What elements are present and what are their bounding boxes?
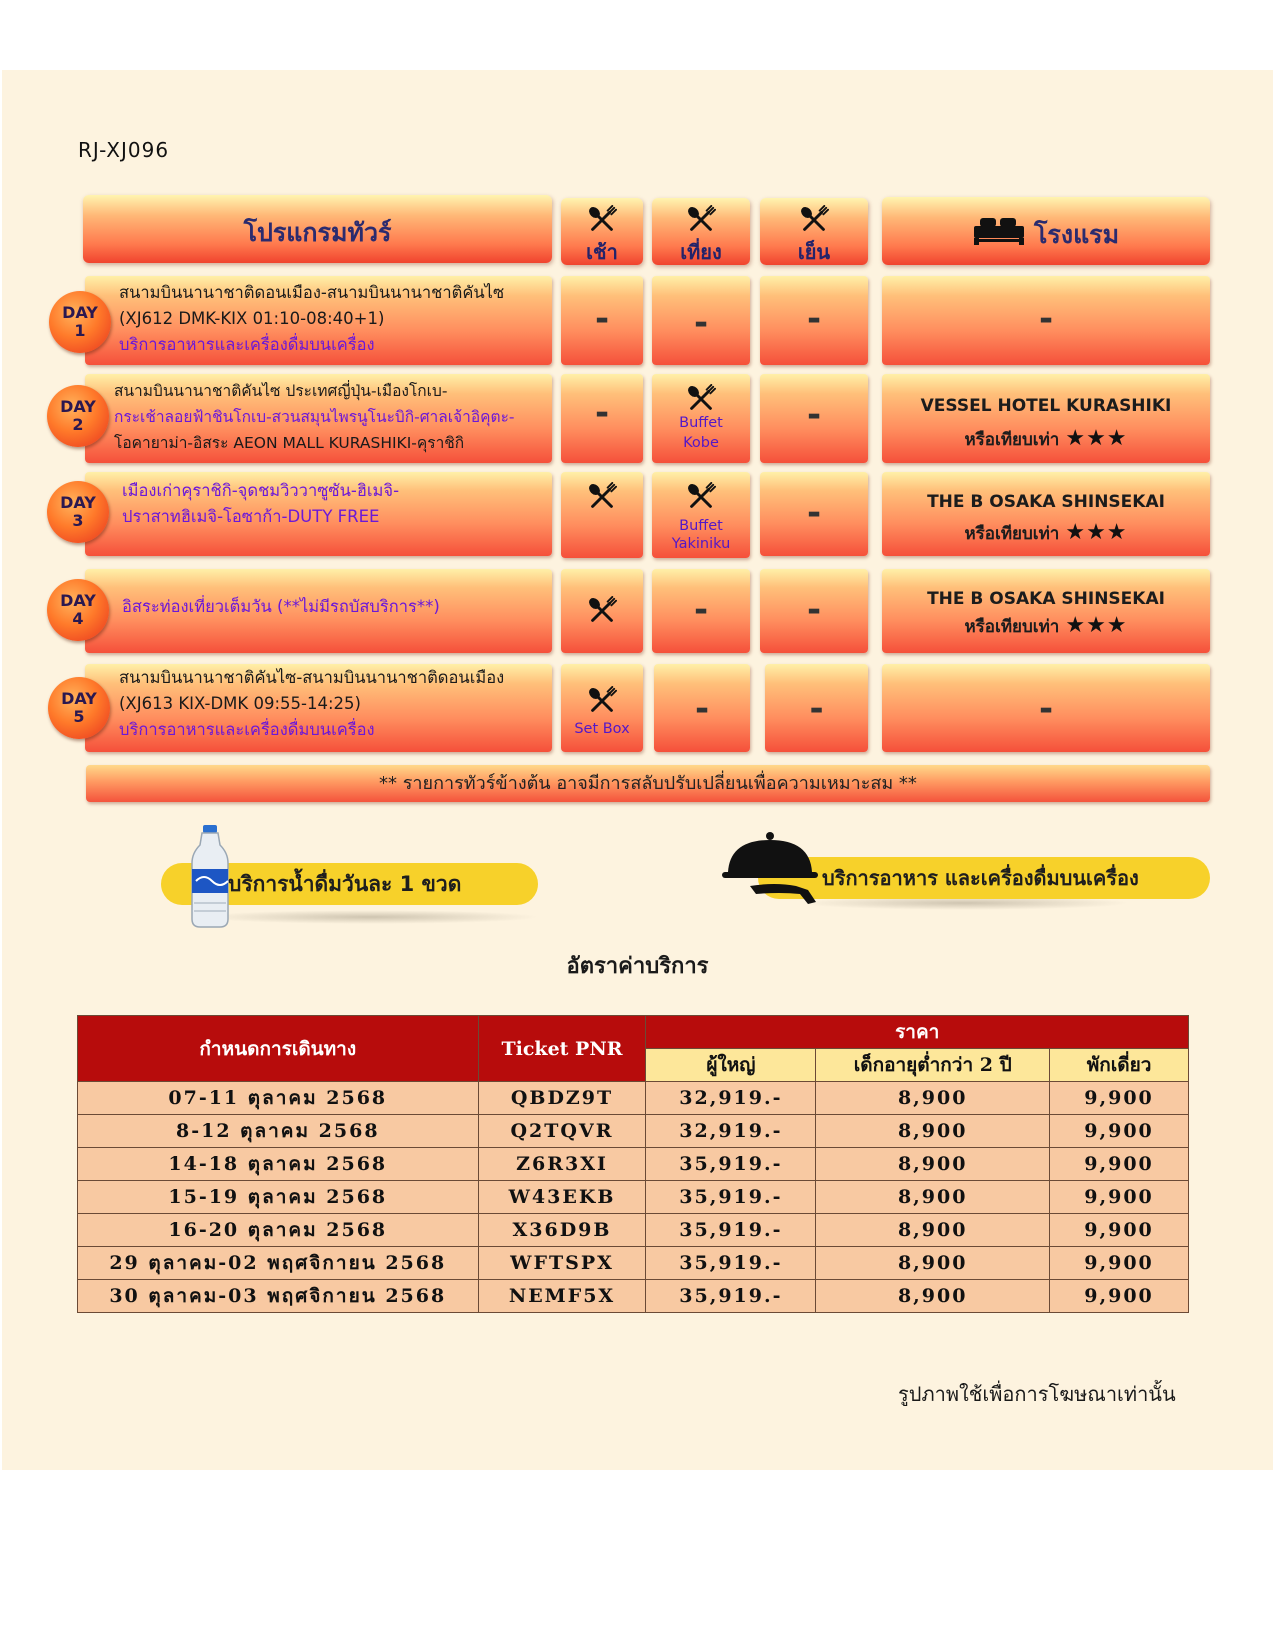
day1-lunch [652, 276, 750, 365]
row-dates: 07-11 ตุลาคม 2568 [78, 1082, 479, 1115]
utensils-icon [799, 205, 829, 235]
row-adult: 32,919.- [646, 1082, 816, 1115]
dash: - [806, 493, 822, 533]
row-single: 9,900 [1050, 1082, 1189, 1115]
table-row [78, 1115, 1189, 1148]
utensils-icon [587, 482, 617, 512]
day-number: 5 [73, 707, 85, 726]
table-row [78, 1181, 1189, 1214]
day-number: 4 [72, 609, 84, 628]
dash: - [809, 689, 824, 729]
row-adult: 35,919.- [646, 1280, 816, 1313]
banner-shadow [200, 910, 540, 924]
day4-breakfast [561, 569, 643, 653]
day2-line3: โอคายาม่า-อิสระ AEON MALL KURASHIKI-คุราชิกิ [114, 434, 465, 452]
row-pnr: NEMF5X [478, 1280, 646, 1313]
day5-program [85, 664, 552, 752]
row-adult: 35,919.- [646, 1247, 816, 1280]
rates-title: อัตราค่าบริการ [566, 954, 709, 979]
row-dates: 16-20 ตุลาคม 2568 [78, 1214, 479, 1247]
day2-line2: กระเช้าลอยฟ้าชินโกเบ-สวนสมุนไพรนูโนะบิกิ-ศาลเจ้าอิคุตะ- [114, 408, 515, 426]
day5-line1: สนามบินนานาชาติคันไซ-สนามบินนานาชาติดอนเมือง [119, 668, 505, 687]
dash: - [1038, 299, 1054, 339]
row-child: 8,900 [816, 1280, 1050, 1313]
day-label: DAY [60, 591, 96, 610]
header-breakfast-label: เช้า [586, 240, 618, 264]
equivalent-label: หรือเทียบเท่า [964, 430, 1060, 450]
day3-line2: ปราสาทฮิเมจิ-โอซาก้า-DUTY FREE [122, 507, 380, 526]
col-single-header: พักเดี่ยว [1050, 1049, 1189, 1082]
day2-lunch-l1: Buffet [679, 415, 723, 431]
day1-program [85, 276, 552, 365]
day4-program [85, 569, 552, 653]
row-dates: 15-19 ตุลาคม 2568 [78, 1181, 479, 1214]
row-dates: 29 ตุลาคม-02 พฤศจิกายน 2568 [78, 1247, 479, 1280]
day5-badge [48, 677, 110, 739]
food-banner-label: บริการอาหาร และเครื่องดื่มบนเครื่อง [822, 866, 1139, 890]
header-hotel-label: โรงแรม [1034, 220, 1120, 249]
day3-dinner [760, 472, 868, 556]
day-label: DAY [60, 493, 96, 512]
water-bottle-icon [184, 823, 236, 929]
utensils-icon [587, 686, 617, 716]
col-dates-header: กำหนดการเดินทาง [78, 1016, 479, 1082]
day2-lunch-l2: Kobe [683, 435, 719, 451]
day3-program [85, 472, 552, 556]
day5-hotel [882, 664, 1210, 752]
day4-dinner [760, 569, 868, 653]
utensils-icon [686, 482, 716, 512]
day1-line1: สนามบินนานาชาติดอนเมือง-สนามบินนานาชาติคันไซ [119, 283, 505, 302]
table-row [78, 1148, 1189, 1181]
row-pnr: WFTSPX [478, 1247, 646, 1280]
day2-hotel [882, 374, 1210, 463]
row-single: 9,900 [1050, 1247, 1189, 1280]
header-breakfast [561, 198, 643, 265]
row-child: 8,900 [816, 1148, 1050, 1181]
utensils-icon [686, 205, 716, 235]
dash: - [806, 299, 822, 339]
header-hotel [882, 197, 1210, 265]
row-single: 9,900 [1050, 1181, 1189, 1214]
day3-hotel-name: THE B OSAKA SHINSEKAI [927, 492, 1165, 512]
header-dinner-label: เย็น [797, 240, 831, 264]
day4-lunch [652, 569, 750, 653]
day2-badge [47, 385, 109, 447]
day4-hotel-sub [882, 613, 1210, 640]
row-pnr: X36D9B [478, 1214, 646, 1247]
header-program [83, 195, 552, 263]
row-adult: 32,919.- [646, 1115, 816, 1148]
row-adult: 35,919.- [646, 1148, 816, 1181]
row-pnr: QBDZ9T [478, 1082, 646, 1115]
dash: - [1038, 689, 1054, 729]
day5-line2: (XJ613 KIX-DMK 09:55-14:25) [119, 694, 361, 713]
day3-lunch-l2: Yakiniku [671, 536, 731, 552]
row-single: 9,900 [1050, 1280, 1189, 1313]
row-pnr: Z6R3XI [478, 1148, 646, 1181]
day1-line3: บริการอาหารและเครื่องดื่มบนเครื่อง [119, 335, 375, 354]
day-label: DAY [61, 689, 97, 708]
day2-line1: สนามบินนานาชาติคันไซ ประเทศญี่ปุ่น-เมืองโกเบ- [114, 382, 448, 400]
day5-breakfast [561, 664, 643, 752]
row-single: 9,900 [1050, 1214, 1189, 1247]
row-child: 8,900 [816, 1247, 1050, 1280]
day3-hotel-sub [882, 520, 1210, 547]
utensils-icon [686, 384, 716, 414]
water-banner-label: บริการน้ำดื่มวันละ 1 ขวด [228, 872, 462, 896]
dash: - [594, 299, 610, 339]
day4-badge [47, 579, 109, 641]
table-row [78, 1082, 1189, 1115]
bed-icon [972, 212, 1026, 248]
row-pnr: W43EKB [478, 1181, 646, 1214]
dash: - [594, 393, 610, 433]
day1-line2: (XJ612 DMK-KIX 01:10-08:40+1) [119, 309, 385, 328]
row-pnr: Q2TQVR [478, 1115, 646, 1148]
day3-badge [47, 481, 109, 543]
rates-table [77, 1015, 1189, 1313]
itinerary-note: ** รายการทัวร์ข้างต้น อาจมีการสลับปรับเปลี่ยนเพื่อความเหมาะสม ** [86, 765, 1210, 802]
day1-breakfast [561, 276, 643, 365]
row-child: 8,900 [816, 1181, 1050, 1214]
col-adult-header: ผู้ใหญ่ [646, 1049, 816, 1082]
food-cloche-icon [720, 828, 830, 908]
day-label: DAY [60, 397, 96, 416]
day3-breakfast [561, 472, 643, 558]
day3-lunch [652, 472, 750, 558]
dash: - [693, 303, 709, 343]
day2-dinner [760, 374, 868, 463]
day2-hotel-name: VESSEL HOTEL KURASHIKI [920, 396, 1172, 416]
day2-lunch [652, 374, 750, 463]
star-rating: ★★★ [1065, 520, 1128, 545]
day4-hotel-name: THE B OSAKA SHINSEKAI [927, 589, 1165, 609]
row-single: 9,900 [1050, 1115, 1189, 1148]
header-program-label: โปรแกรมทัวร์ [243, 218, 392, 247]
day1-hotel [882, 276, 1210, 365]
day5-line3: บริการอาหารและเครื่องดื่มบนเครื่อง [119, 720, 375, 739]
dash: - [693, 590, 709, 630]
utensils-icon [587, 205, 617, 235]
row-dates: 30 ตุลาคม-03 พฤศจิกายน 2568 [78, 1280, 479, 1313]
dash: - [694, 689, 710, 729]
day5-breakfast-label: Set Box [574, 721, 630, 737]
row-child: 8,900 [816, 1082, 1050, 1115]
row-adult: 35,919.- [646, 1181, 816, 1214]
day-number: 2 [72, 415, 84, 434]
day-label: DAY [62, 303, 98, 322]
utensils-icon [587, 596, 617, 626]
day2-breakfast [561, 374, 643, 463]
header-lunch-label: เที่ยง [680, 240, 722, 264]
day3-line1: เมืองเก่าคุราชิกิ-จุดชมวิววาซูซัน-ฮิเมจิ- [122, 481, 400, 500]
row-child: 8,900 [816, 1115, 1050, 1148]
table-row [78, 1214, 1189, 1247]
day3-hotel [882, 472, 1210, 556]
row-dates: 14-18 ตุลาคม 2568 [78, 1148, 479, 1181]
day1-badge [49, 291, 111, 353]
equivalent-label: หรือเทียบเท่า [964, 524, 1060, 544]
day5-dinner [765, 664, 868, 752]
day-number: 1 [74, 321, 86, 340]
footer-disclaimer: รูปภาพใช้เพื่อการโฆษณาเท่านั้น [898, 1382, 1176, 1406]
col-pnr-header: Ticket PNR [478, 1016, 646, 1082]
row-single: 9,900 [1050, 1148, 1189, 1181]
col-price-header: ราคา [646, 1016, 1189, 1049]
row-dates: 8-12 ตุลาคม 2568 [78, 1115, 479, 1148]
col-child-header: เด็กอายุต่ำกว่า 2 ปี [816, 1049, 1050, 1082]
table-row [78, 1280, 1189, 1313]
day3-lunch-l1: Buffet [679, 518, 723, 534]
header-dinner [760, 198, 868, 265]
row-child: 8,900 [816, 1214, 1050, 1247]
tour-code: RJ-XJ096 [78, 138, 170, 162]
star-rating: ★★★ [1065, 426, 1128, 451]
table-row [78, 1247, 1189, 1280]
day1-dinner [760, 276, 868, 365]
header-lunch [652, 198, 750, 265]
row-adult: 35,919.- [646, 1214, 816, 1247]
day2-program [85, 374, 552, 463]
star-rating: ★★★ [1065, 613, 1128, 638]
day4-line1: อิสระท่องเที่ยวเต็มวัน (**ไม่มีรถบัสบริการ**) [122, 597, 440, 616]
day-number: 3 [72, 511, 84, 530]
day4-hotel [882, 569, 1210, 653]
dash: - [806, 590, 822, 630]
day2-hotel-sub [882, 426, 1210, 453]
equivalent-label: หรือเทียบเท่า [964, 617, 1060, 637]
dash: - [806, 395, 822, 435]
day5-lunch [654, 664, 750, 752]
